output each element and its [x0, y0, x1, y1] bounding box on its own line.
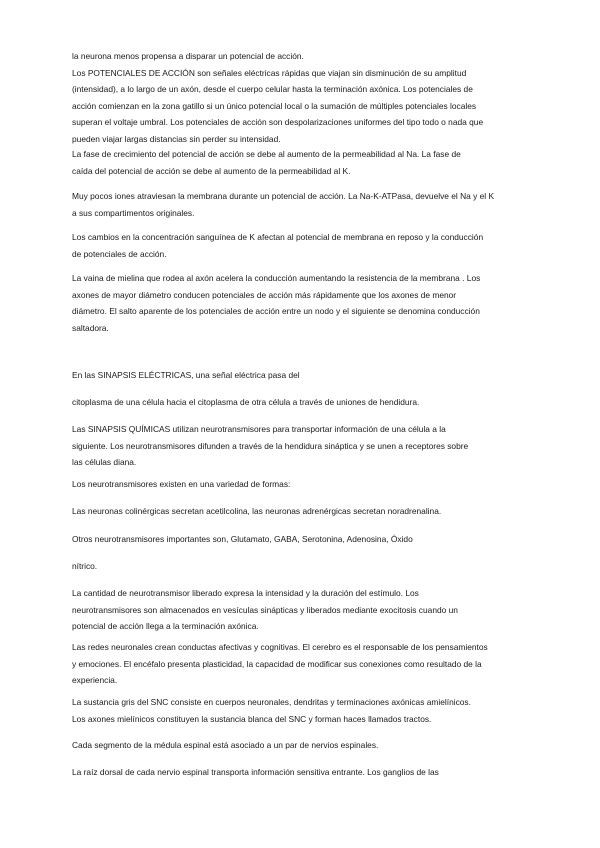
text-line: Otros neurotransmisores importantes son, Glutamato, GABA, Serotonina, Adenosina, Óxido — [72, 534, 413, 544]
text-line: acción comienzan en la zona gatillo si un único potencial local o la sumación de múltiples potenciales locales — [72, 100, 477, 111]
paragraph-na-k-atpase — [72, 188, 532, 221]
text-line: Los axones mielínicos constituyen la sustancia blanca del SNC y forman haces llamados tractos. — [72, 713, 432, 724]
text-line: caída del potencial de acción se debe al aumento de la permeabilidad al K. — [72, 165, 351, 176]
paragraph-other-nt — [72, 531, 532, 548]
text-line: a sus compartimentos originales. — [72, 207, 195, 218]
text-line: Las neuronas colinérgicas secretan acetilcolina, las neuronas adrenérgicas secretan noradrenalina. — [72, 506, 442, 516]
text-line: (intensidad), a lo largo de un axón, desde el cuerpo celular hasta la terminación axónica. Los potenciales de — [72, 84, 473, 94]
paragraph-potassium — [72, 229, 532, 262]
paragraph-permeability — [72, 146, 532, 179]
text-line: diámetro. El salto aparente de los potenciales de acción entre un nodo y el siguiente se denomina conducción — [72, 306, 480, 316]
text-line: La fase de crecimiento del potencial de acción se debe al aumento de la permeabilidad al Na. La fase de — [72, 149, 461, 159]
paragraph-nt-forms — [72, 476, 532, 493]
paragraph-electrical-synapses — [72, 367, 532, 384]
text-line: La sustancia gris del SNC consiste en cuerpos neuronales, dendritas y terminaciones axónicas amielínicos. — [72, 697, 471, 707]
paragraph-nt-release — [72, 585, 532, 635]
paragraph-cytoplasm — [72, 394, 532, 411]
text-line: siguiente. Los neurotransmisores difunden a través de la hendidura sináptica y se unen a receptores sobre — [72, 440, 469, 451]
paragraph-chemical-synapses — [72, 421, 532, 471]
paragraph-myelin — [72, 270, 532, 336]
text-line: saltadora. — [72, 322, 109, 333]
text-line: de potenciales de acción. — [72, 248, 167, 259]
text-line: Los cambios en la concentración sanguínea de K afectan al potencial de membrana en reposo y la conducción — [72, 232, 484, 242]
paragraph-action-potentials — [72, 48, 532, 147]
text-line: las células diana. — [72, 457, 137, 467]
text-line: La raíz dorsal de cada nervio espinal transporta información sensitiva entrante. Los ganglios de las — [72, 767, 439, 777]
text-line: superan el voltaje umbral. Los potenciales de acción son despolarizaciones uniformes del tipo todo o nada que — [72, 117, 484, 127]
text-line: citoplasma de una célula hacia el citoplasma de otra célula a través de uniones de hendidura. — [72, 397, 420, 407]
paragraph-spinal-segment — [72, 737, 532, 754]
text-line: neurotransmisores son almacenados en vesículas sinápticas y liberados mediante exocitosis cuando un — [72, 604, 458, 615]
text-line: Los POTENCIALES DE ACCIÓN son señales eléctricas rápidas que viajan sin disminución de su amplitud — [72, 67, 467, 78]
paragraph-dorsal-root — [72, 764, 532, 781]
text-line: La cantidad de neurotransmisor liberado expresa la intensidad y la duración del estímulo. Los — [72, 588, 419, 598]
text-line: nítrico. — [72, 561, 98, 571]
text-line: experiencia. — [72, 675, 118, 685]
text-line: y emociones. El encéfalo presenta plasticidad, la capacidad de modificar sus conexiones como resultado de la — [72, 658, 482, 669]
text-line: En las SINAPSIS ELÉCTRICAS, una señal eléctrica pasa del — [72, 370, 300, 380]
paragraph-cholinergic — [72, 503, 532, 520]
text-line: Las SINAPSIS QUÍMICAS utilizan neurotransmisores para transportar información de una célula a la — [72, 424, 446, 434]
text-line: axones de mayor diámetro conducen potenciales de acción más rápidamente que los axones de menor — [72, 289, 457, 300]
text-line: la neurona menos propensa a disparar un potencial de acción. — [72, 51, 304, 61]
text-line: Muy pocos iones atraviesan la membrana durante un potencial de acción. La Na-K-ATPasa, devuelve el Na y el K — [72, 191, 495, 201]
text-line: potencial de acción llega a la terminación axónica. — [72, 621, 259, 631]
text-line: pueden viajar largas distancias sin perder su intensidad. — [72, 133, 281, 144]
paragraph-nitric — [72, 558, 532, 575]
paragraph-neural-networks — [72, 639, 532, 689]
text-line: Los neurotransmisores existen en una variedad de formas: — [72, 479, 291, 489]
paragraph-grey-matter — [72, 694, 532, 727]
text-line: La vaina de mielina que rodea al axón acelera la conducción aumentando la resistencia de la membrana . Los — [72, 273, 481, 283]
text-line: Las redes neuronales crean conductas afectivas y cognitivas. El cerebro es el responsable de los pensamientos — [72, 642, 488, 652]
text-line: Cada segmento de la médula espinal está asociado a un par de nervios espinales. — [72, 740, 379, 750]
